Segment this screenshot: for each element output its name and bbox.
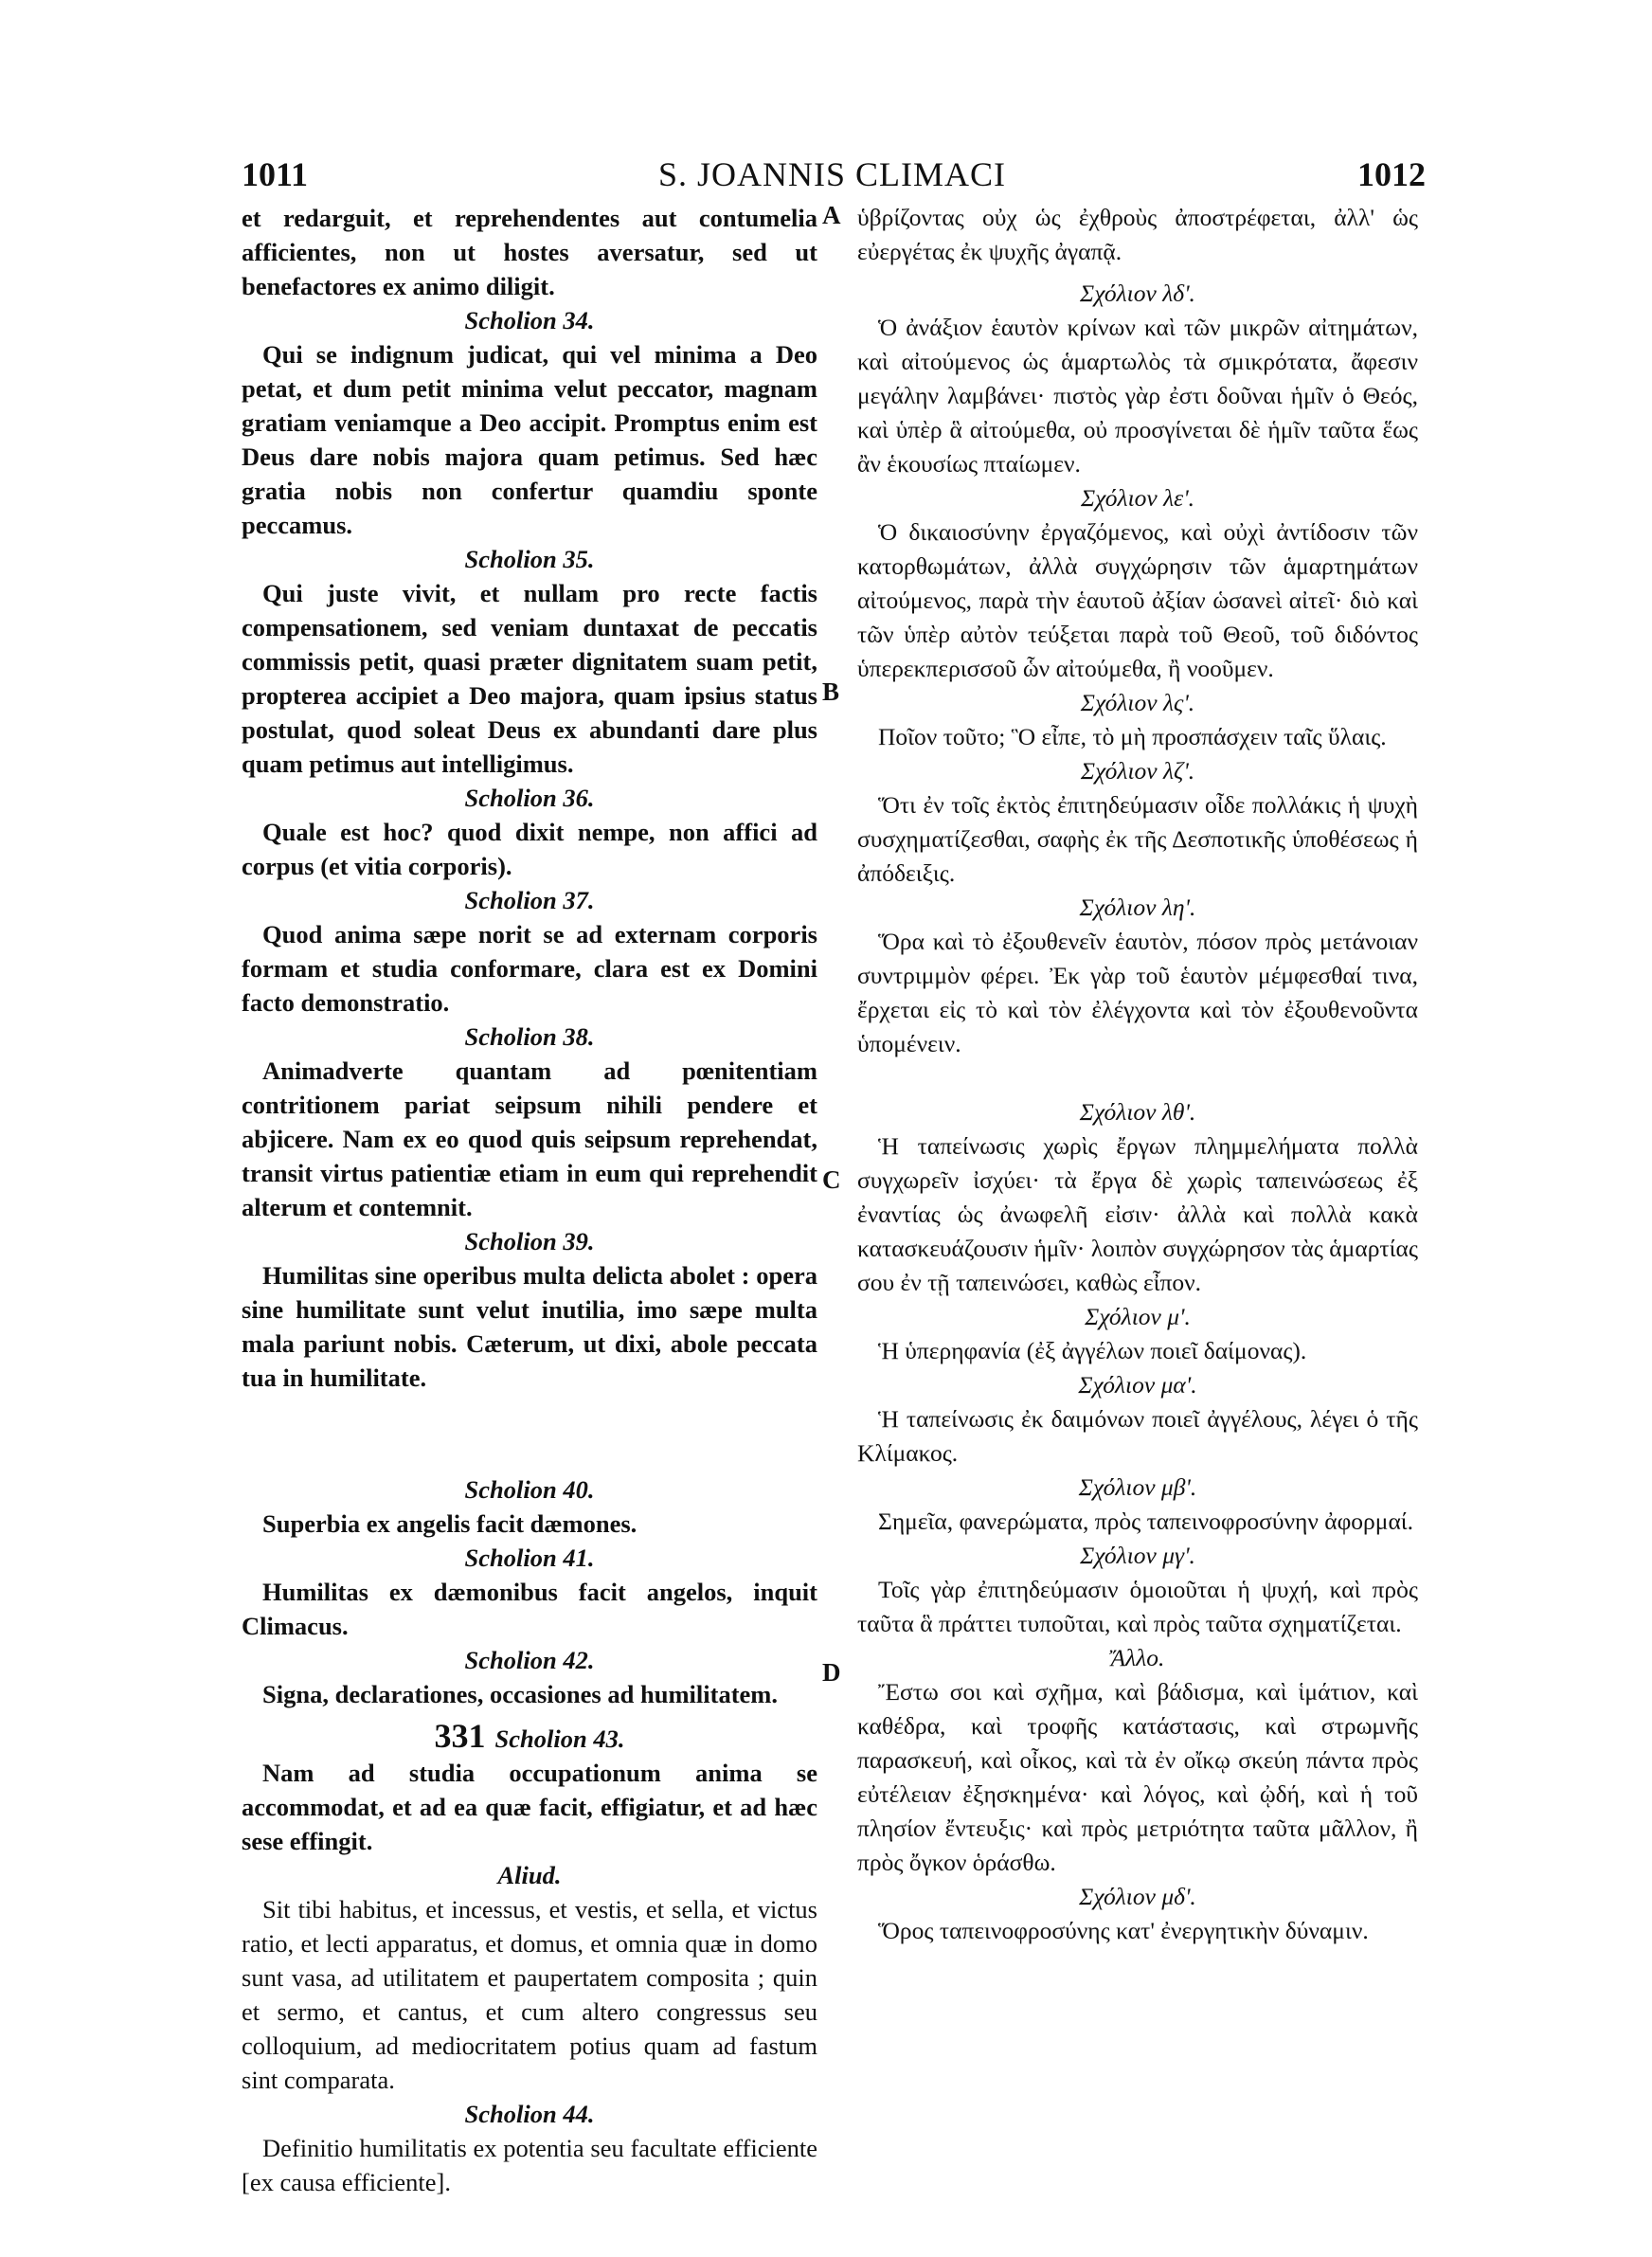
scholion-text: Nam ad studia occupationum anima se accommodat, et ad ea quæ facit, effigiatur, et ad hæc sese effingit. (242, 1759, 817, 1855)
scholion-heading (242, 1719, 817, 1756)
scholion-text: Quale est hoc? quod dixit nempe, non affici ad corpus (et vitia corporis). (242, 818, 817, 880)
scholion-text: Ἡ ταπείνωσις χωρὶς ἔργων πλημμελήματα πολλὰ συγχωρεῖν ἰσχύει· τὰ ἔργα δὲ χωρὶς ταπεινώσεως ἐξ ἐναντίας ὡς ἀνωφελῆ εἰσιν· ἀλλὰ καὶ πολλὰ κακὰ κατασκευάζουσιν ἡμῖν· λοιπὸν συγχώρησον τὰς ἁμαρτίας σου ἐν τῇ ταπεινώσει, καθὼς εἶπον. (857, 1132, 1418, 1296)
column-number: 331 (434, 1717, 486, 1755)
scholion-text: Τοῖς γὰρ ἐπιτηδεύμασιν ὁμοιοῦται ἡ ψυχή, καὶ πρὸς ταῦτα ἃ πράττει τυποῦται, καὶ πρὸς ταῦτα σχηματίζεται. (857, 1576, 1418, 1637)
scholion-text: Ἡ ταπείνωσις ἐκ δαιμόνων ποιεῖ ἀγγέλους, λέγει ὁ τῆς Κλίμακος. (857, 1405, 1418, 1467)
aliud-text: Sit tibi habitus, et incessus, et vestis, et sella, et victus ratio, et lecti apparatus, et domus, et omnia quæ in domo sunt vasa, ad utilitatem et paupertatem composita ; quin et sermo, et cantus, et cum altero congressus seu colloquium, ad mediocritatem potius quam ad fastum sint comparata. (242, 1895, 817, 2094)
scholion-heading: Scholion 41. (464, 1544, 595, 1572)
scholion-heading: Scholion 36. (464, 784, 595, 812)
scholion-text: Ἡ ὑπερηφανία (ἐξ ἀγγέλων ποιεῖ δαίμονας). (878, 1337, 1307, 1364)
aliud-heading: Aliud. (497, 1861, 562, 1889)
scholion-text: Ποῖον τοῦτο; Ὃ εἶπε, τὸ μὴ προσπάσχειν ταῖς ὕλαις. (878, 723, 1387, 750)
scholion-heading: Scholion 40. (464, 1475, 595, 1504)
page-header (242, 154, 1426, 196)
scholion-text: Ὅτι ἐν τοῖς ἐκτὸς ἐπιτηδεύμασιν οἶδε πολλάκις ἡ ψυχὴ συσχηματίζεσθαι, σαφὴς ἐκ τῆς Δεσποτικῆς ὑποθέσεως ἡ ἀπόδειξις. (857, 791, 1418, 887)
scholion-text: Humilitas ex dæmonibus facit angelos, inquit Climacus. (242, 1578, 817, 1640)
page-number-left: 1011 (242, 155, 309, 193)
margin-letter-a: A (822, 201, 841, 229)
page-number-right: 1012 (1357, 155, 1426, 193)
scholion-heading: Scholion 38. (464, 1022, 595, 1051)
scholion-heading: Σχόλιον μαʹ. (1078, 1371, 1197, 1399)
latin-column (242, 201, 817, 2199)
scholion-text: Σημεῖα, φανερώματα, πρὸς ταπεινοφροσύνην ἀφορμαί. (878, 1508, 1414, 1535)
scholion-text: Qui se indignum judicat, qui vel minima a Deo petat, et dum petit minima velut peccator, magnam gratiam veniamque a Deo accipit. Promptus enim est Deus dare nobis majora quam petimus. Sed hæc gratia nobis non confertur quamdiu sponte peccamus. (242, 340, 817, 539)
latin-intro: et redarguit, et reprehendentes aut contumelia afficientes, non ut hostes aversatur, sed ut benefactores ex animo diligit. (242, 204, 817, 300)
spacer (242, 1395, 817, 1438)
scholion-text: Signa, declarationes, occasiones ad humilitatem. (262, 1680, 778, 1708)
margin-letter-c: C (822, 1165, 841, 1194)
scholion-heading: Scholion 35. (464, 545, 595, 573)
scholion-heading-label: Scholion 43. (494, 1724, 625, 1753)
scholion-heading: Σχόλιον λςʹ. (1080, 689, 1195, 716)
spacer (242, 1711, 817, 1719)
scholion-text: Ὅρος ταπεινοφροσύνης κατ' ἐνεργητικὴν δύναμιν. (878, 1917, 1369, 1944)
scholion-text: Qui juste vivit, et nullam pro recte factis compensationem, sed veniam duntaxat de peccatis commissis petit, quasi præter dignitatem suam petit, propterea accipiet a Deo majora, quam ipsius status postulat, quod soleat Deus ex abundanti dare plus quam petimus aut intelligimus. (242, 579, 817, 778)
scholion-text: Animadverte quantam ad pœnitentiam contritionem pariat seipsum nihili pendere et abjicere. Nam ex eo quod quis seipsum reprehendat, transit virtus patientiæ etiam in eum qui reprehendit alterum et contemnit. (242, 1056, 817, 1221)
scholion-heading: Scholion 42. (464, 1646, 595, 1674)
scholion-heading: Σχόλιον λεʹ. (1080, 484, 1195, 512)
scholion-heading: Σχόλιον ληʹ. (1079, 894, 1196, 921)
scholion-heading: Scholion 37. (464, 886, 595, 914)
greek-column (857, 201, 1418, 1948)
scholion-text: Quod anima sæpe norit se ad externam corporis formam et studia conformare, clara est ex Domini facto demonstratio. (242, 920, 817, 1017)
scholion-text: Ὅρα καὶ τὸ ἐξουθενεῖν ἑαυτὸν, πόσον πρὸς μετάνοιαν συντριμμὸν φέρει. Ἐκ γὰρ τοῦ ἑαυτὸν μέμφεσθαί τινα, ἔρχεται εἰς τὸ καὶ τὸν ἐλέγχοντα καὶ τὸν ἐξουθενοῦντα ὑπομένειν. (857, 928, 1418, 1057)
margin-letter-b: B (822, 677, 840, 706)
aliud-heading: Ἄλλο. (1110, 1644, 1165, 1671)
scholion-heading: Σχόλιον λδʹ. (1080, 280, 1195, 307)
aliud-text: Ἔστω σοι καὶ σχῆμα, καὶ βάδισμα, καὶ ἱμάτιον, καὶ καθέδρα, καὶ τροφῆς κατάστασις, καὶ στρωμνῆς παρασκευή, καὶ οἶκος, καὶ τὰ ἐν οἴκῳ σκεύη πάντα πρὸς εὐτέλειαν ἐξησκημένα· καὶ λόγος, καὶ ᾠδή, καὶ ἡ τοῦ πλησίον ἔντευξις· καὶ πρὸς μετριότητα ταῦτα μᾶλλον, ἢ πρὸς ὄγκον ὁράσθω. (857, 1678, 1418, 1876)
scholion-heading: Scholion 39. (464, 1227, 595, 1255)
spacer (857, 269, 1418, 277)
scholion-heading: Σχόλιον μγʹ. (1080, 1542, 1195, 1569)
scholion-heading: Σχόλιον λθʹ. (1079, 1098, 1196, 1126)
scholion-heading: Σχόλιον μʹ. (1085, 1303, 1191, 1330)
scholion-text: Ὁ δικαιοσύνην ἐργαζόμενος, καὶ οὐχὶ ἀντίδοσιν τῶν κατορθωμάτων, ἀλλὰ συγχώρησιν τῶν ἁμαρτημάτων αἰτούμενος, παρὰ τὴν ἑαυτοῦ ἀξίαν ὡσανεὶ αἰτεῖ· διὸ καὶ τῶν ὑπὲρ αὐτὸν τεύξεται παρὰ τοῦ Θεοῦ, τοῦ διδόντος ὑπερεκπερισσοῦ ὧν αἰτούμεθα, ἢ νοοῦμεν. (857, 518, 1418, 682)
scholion-text: Superbia ex angelis facit dæmones. (262, 1509, 637, 1538)
scholion-text: Ὁ ἀνάξιον ἑαυτὸν κρίνων καὶ τῶν μικρῶν αἰτημάτων, καὶ αἰτούμενος ὡς ἁμαρτωλὸς τὰ σμικρότατα, ἄφεσιν μεγάλην λαμβάνει· πιστὸς γὰρ ἐστι δοῦναι ἡμῖν ὁ Θεός, καὶ ὑπὲρ ἃ αἰτούμεθα, οὐ προσγίνεται δὲ ἡμῖν ταῦτα ἕως ἂν ἑκουσίως πταίωμεν. (857, 314, 1418, 478)
margin-letter-d: D (822, 1658, 841, 1687)
scholion-heading: Scholion 34. (464, 306, 595, 334)
spacer (242, 1438, 817, 1472)
running-title: S. JOANNIS CLIMACI (658, 155, 1007, 193)
scholion-text: Definitio humilitatis ex potentia seu facultate efficiente [ex causa efficiente]. (242, 2134, 817, 2196)
greek-intro: ὑβρίζοντας οὐχ ὡς ἐχθροὺς ἀποστρέφεται, ἀλλ' ὡς εὐεργέτας ἐκ ψυχῆς ἀγαπᾷ. (857, 204, 1418, 265)
scholion-heading: Σχόλιον μβʹ. (1078, 1473, 1197, 1501)
spacer (857, 1061, 1418, 1095)
scholion-heading: Scholion 44. (464, 2100, 595, 2128)
scholion-heading: Σχόλιον μδʹ. (1079, 1883, 1196, 1910)
scholion-heading: Σχόλιον λζʹ. (1080, 757, 1195, 785)
scholion-text: Humilitas sine operibus multa delicta abolet : opera sine humilitate sunt velut inutilia, imo sæpe multa mala pariunt nobis. Cæterum, ut dixi, abole peccata tua in humilitate. (242, 1261, 817, 1392)
